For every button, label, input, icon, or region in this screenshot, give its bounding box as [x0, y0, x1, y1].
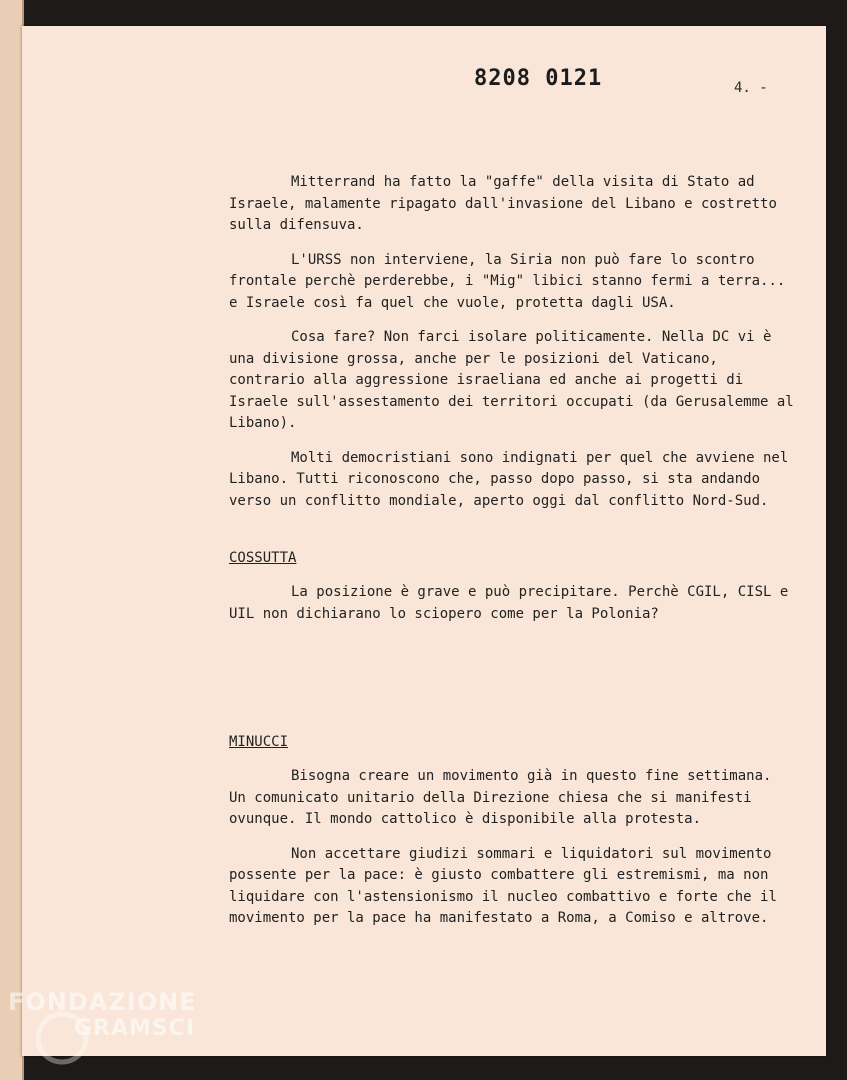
- paragraph: Non accettare giudizi sommari e liquidatori sul movimento possente per la pace: è giusto combattere gli estremismi, ma non liquidare con l'astensionismo il nucleo combattivo e forte che il movimento per la pace ha manifestato a Roma, a Comiso e altrove.: [229, 845, 777, 926]
- minucci-section: [229, 766, 794, 943]
- speaker-name-minucci: MINUCCI: [229, 734, 289, 750]
- watermark-line-2: GRAMSCI: [74, 1016, 196, 1041]
- cossutta-section: [229, 582, 794, 638]
- paragraph: La posizione è grave e può precipitare. Perchè CGIL, CISL e UIL non dichiarano lo sciopero come per la Polonia?: [229, 584, 789, 622]
- paragraph: L'URSS non interviene, la Siria non può fare lo scontro frontale perchè perderebbe, i "Mig" libici stanno fermi a terra... e Israele così fa quel che vuole, protetta dagli USA.: [229, 251, 786, 311]
- watermark-line-1: FONDAZIONE: [8, 988, 197, 1016]
- paragraph: Bisogna creare un movimento già in questo fine settimana. Un comunicato unitario della Direzione chiesa che si manifesti ovunque. Il mondo cattolico è disponibile alla protesta.: [229, 768, 772, 827]
- speaker-name-cossutta: COSSUTTA: [229, 550, 297, 566]
- document-page: [22, 26, 826, 1056]
- paragraph: Cosa fare? Non farci isolare politicamente. Nella DC vi è una divisione grossa, anche per le posizioni del Vaticano, contrario alla aggressione israeliana ed anche ai progetti di Israele sull'assestamento dei territori occupati (da Gerusalemme al Libano).: [229, 329, 794, 431]
- paragraph: Mitterrand ha fatto la "gaffe" della visita di Stato ad Israele, malamente ripagato dall'invasione del Libano e costretto sulla difensuva.: [229, 174, 777, 233]
- fondazione-gramsci-logo: [4, 988, 214, 1072]
- page-number: 4. -: [734, 80, 768, 96]
- document-number: 8208 0121: [474, 66, 603, 91]
- paragraph: Molti democristiani sono indignati per quel che avviene nel Libano. Tutti riconoscono che, passo dopo passo, si sta andando verso un conflitto mondiale, aperto oggi dal conflitto Nord-Sud.: [229, 449, 789, 509]
- binder-edge: [0, 0, 24, 1080]
- intro-section: [229, 172, 794, 525]
